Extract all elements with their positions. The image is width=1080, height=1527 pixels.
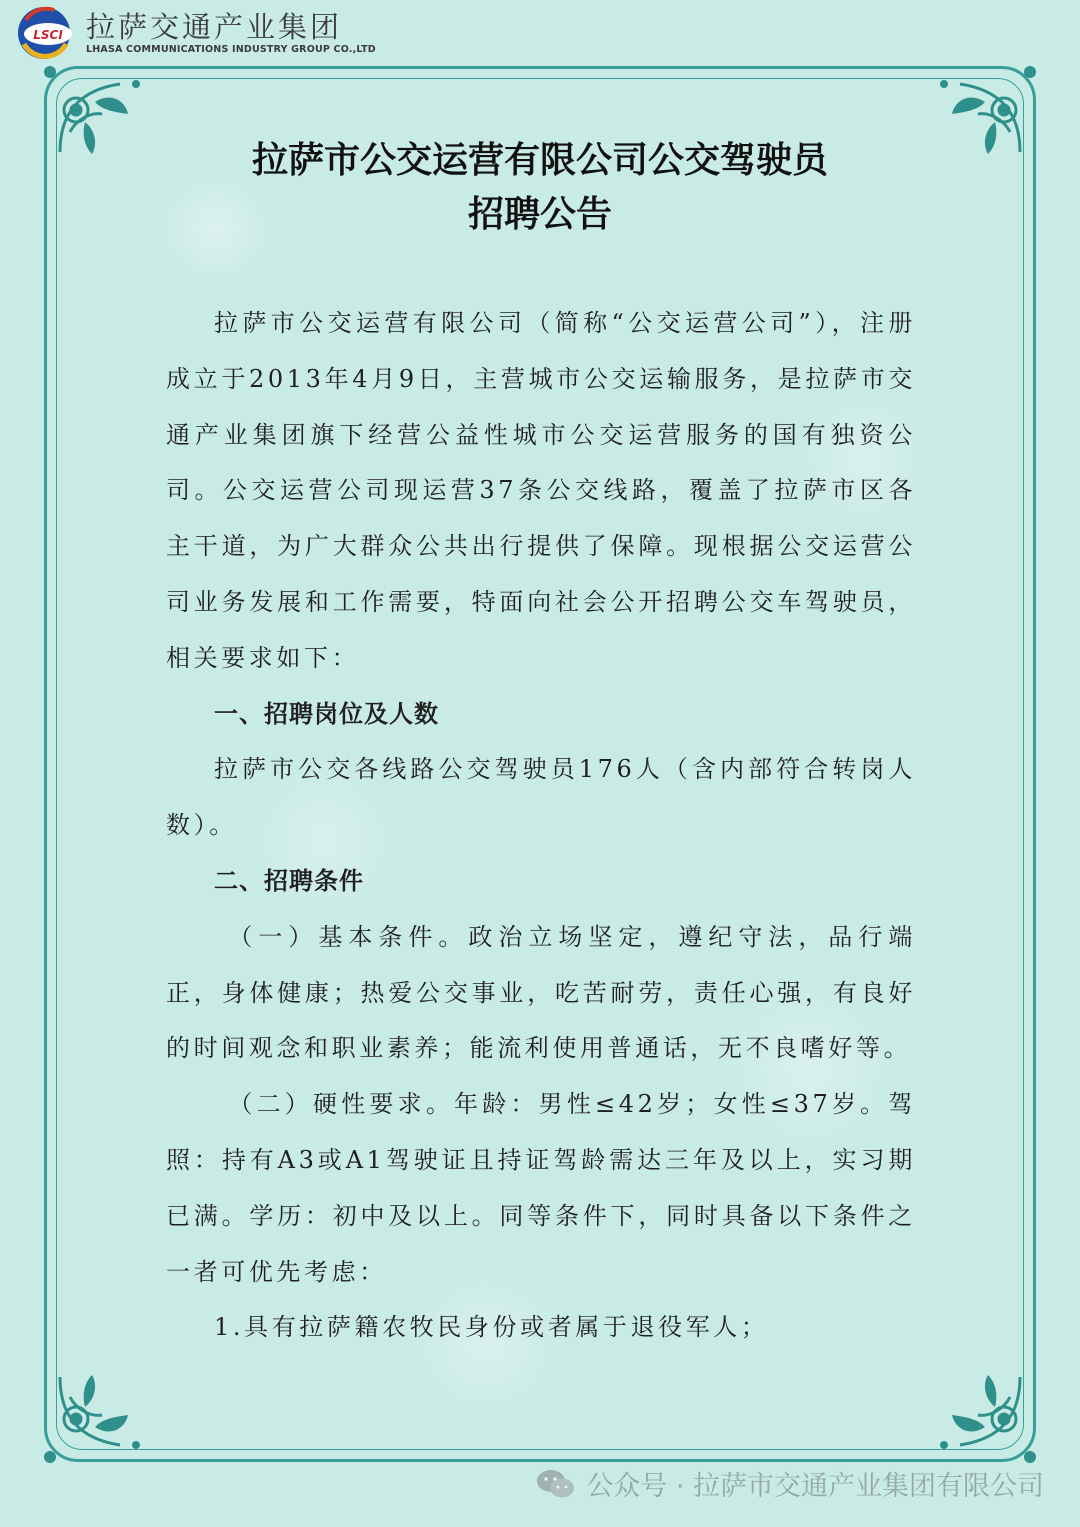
corner-ornament-icon: [40, 1357, 150, 1467]
section-2-heading: 二、招聘条件: [214, 866, 364, 895]
corner-ornament-icon: [40, 62, 150, 172]
intro-paragraph: 拉萨市公交运营有限公司（简称“公交运营公司”），注册成立于2013年4月9日，主营城市公交运输服务，是拉萨市交通产业集团旗下经营公益性城市公交运营服务的国有独资公司。公交运营公司现运营37条公交线路，覆盖了拉萨市区各主干道，为广大群众公共出行提供了保障。现根据公交运营公司业务发展和工作需要，特面向社会公开招聘公交车驾驶员，相关要求如下：: [166, 309, 916, 672]
section-1-heading: 一、招聘岗位及人数: [214, 699, 439, 728]
title-line-2: 招聘公告: [467, 194, 612, 235]
company-name-en: LHASA COMMUNICATIONS INDUSTRY GROUP CO.,LTD: [86, 44, 376, 55]
announcement-body: [166, 296, 916, 1356]
corner-ornament-icon: [930, 62, 1040, 172]
priority-item-1: 1.具有拉萨籍农牧民身份或者属于退役军人；: [214, 1313, 769, 1342]
watermark-text: 公众号 · 拉萨市交通产业集团有限公司: [586, 1471, 1044, 1502]
page-title: [140, 134, 940, 242]
svg-text:LSCI: LSCI: [33, 28, 63, 42]
company-name-cn: 拉萨交通产业集团: [86, 10, 343, 44]
corner-ornament-icon: [930, 1357, 1040, 1467]
section-1-text: 拉萨市公交各线路公交驾驶员176人（含内部符合转岗人数）。: [166, 755, 916, 840]
company-logo-icon: [14, 4, 76, 62]
wechat-icon: [536, 1468, 576, 1500]
title-line-1: 拉萨市公交运营有限公司公交驾驶员: [251, 140, 828, 181]
wechat-watermark: [536, 1464, 1044, 1503]
condition-basic: （一）基本条件。政治立场坚定，遵纪守法，品行端正，身体健康；热爱公交事业，吃苦耐劳，责任心强，有良好的时间观念和职业素养；能流利使用普通话，无不良嗜好等。: [166, 922, 916, 1063]
company-header: [14, 4, 376, 62]
condition-hard-requirements: （二）硬性要求。年龄：男性≤42岁；女性≤37岁。驾照：持有A3或A1驾驶证且持证驾龄需达三年及以上，实习期已满。学历：初中及以上。同等条件下，同时具备以下条件之一者可优先考虑：: [166, 1090, 916, 1286]
